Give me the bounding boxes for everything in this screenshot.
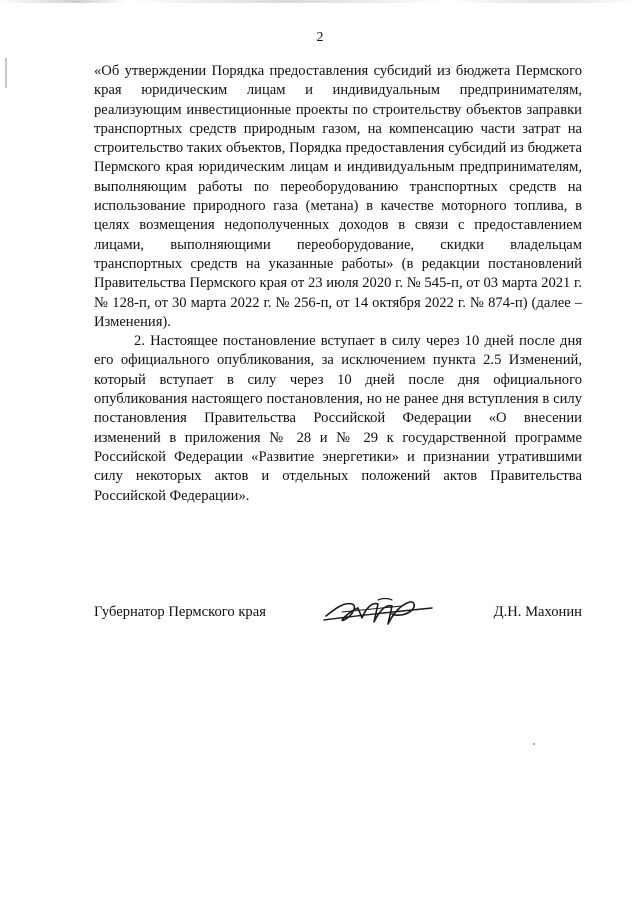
page-number: 2 — [316, 30, 324, 45]
signer-name: Д.Н. Махонин — [493, 604, 582, 620]
document-body — [94, 62, 582, 506]
signer-title: Губернатор Пермского края — [94, 604, 266, 620]
scan-margin-mark — [5, 58, 7, 88]
scan-top-edge — [0, 0, 640, 3]
scan-speck — [533, 743, 535, 745]
paragraph-item-2: 2. Настоящее постановление вступает в силу через 10 дней после дня его официального опубликования, за исключением пункта 2.5 Изменений, который вступает в силу через 10 дней после дня официального опубликования настоящего постановления, но не ранее дня вступления в силу постановления Правительства Российской Федерации «О внесении изменений в приложения № 28 и № 29 к государственной программе Российской Федерации «Развитие энергетики» и признании утратившими силу некоторых актов и отдельных положений актов Правительства Российской Федерации». — [94, 333, 582, 504]
paragraph-continuation: «Об утверждении Порядка предоставления субсидий из бюджета Пермского края юридическим лицам и индивидуальным предпринимателям, реализующим инвестиционные проекты по строительству объектов заправки транспортных средств природным газом, на компенсацию части затрат на строительство таких объектов, Порядка предоставления субсидий из бюджета Пермского края юридическим лицам и индивидуальным предпринимателям, выполняющим работы по переоборудованию транспортных средств на использование природного газа (метана) в качестве моторного топлива, в целях возмещения недополученных доходов в связи с предоставлением лицами, выполняющими переоборудование, скидки владельцам транспортных средств на указанные работы» (в редакции постановлений Правительства Пермского края от 23 июля 2020 г. № 545-п, от 03 марта 2021 г. № 128-п, от 30 марта 2022 г. № 256-п, от 14 октября 2022 г. № 874-п) (далее – Изменения). — [94, 63, 582, 330]
signature-block — [94, 598, 582, 628]
handwritten-signature — [322, 594, 434, 630]
